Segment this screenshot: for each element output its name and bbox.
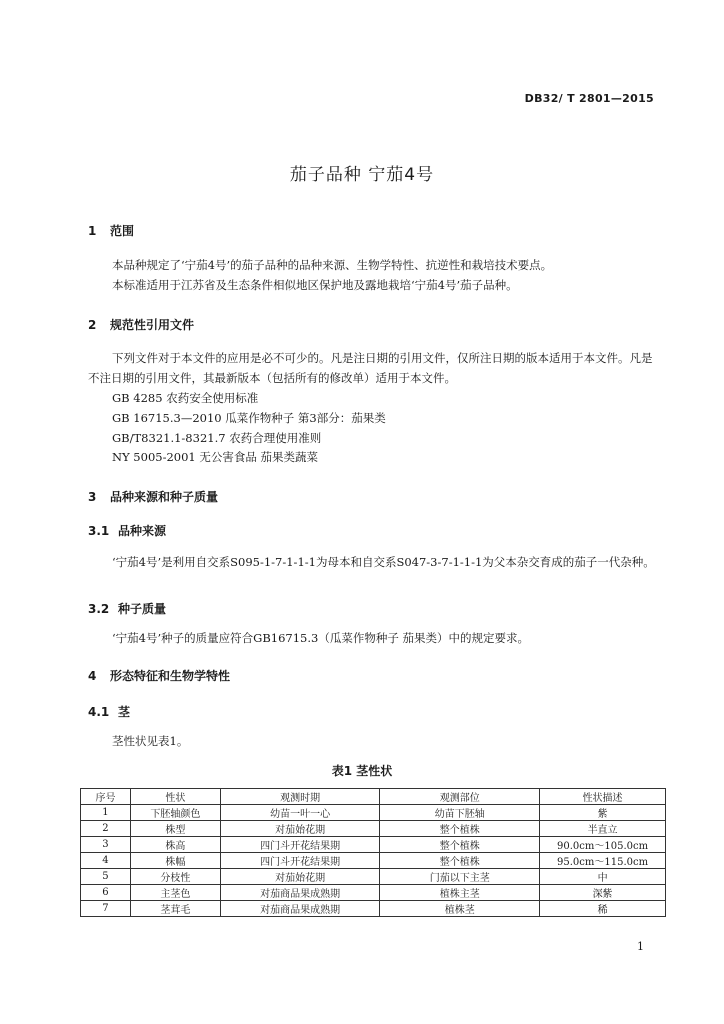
table-cell: 对茄商品果成熟期 — [220, 885, 380, 901]
table-cell: 株幅 — [130, 853, 220, 869]
section-3-2-heading — [88, 600, 166, 617]
section-4-1-paragraph: 茎性状见表1。 — [112, 734, 189, 748]
table-cell: 中 — [540, 869, 666, 885]
table-cell: 稀 — [540, 901, 666, 917]
table-cell: 4 — [81, 853, 131, 869]
table-row — [81, 885, 666, 901]
section-number: 4 — [88, 669, 97, 683]
section-3-heading — [88, 488, 218, 505]
column-header: 性状描述 — [540, 789, 666, 805]
section-4-heading — [88, 667, 230, 684]
table-cell: 株高 — [130, 837, 220, 853]
table-caption: 表1 茎性状 — [331, 764, 393, 778]
table-row — [81, 805, 666, 821]
section-2-heading — [88, 316, 194, 333]
section-1-paragraph-1: 本品种规定了‘宁茄4号’的茄子品种的品种来源、生物学特性、抗逆性和栽培技术要点。 — [112, 258, 553, 272]
stem-traits-table — [80, 788, 666, 917]
section-1-paragraph-2: 本标准适用于江苏省及生态条件相似地区保护地及露地栽培‘宁茄4号’茄子品种。 — [112, 278, 518, 292]
table-cell: 四门斗开花结果期 — [220, 837, 380, 853]
table-cell: 四门斗开花结果期 — [220, 853, 380, 869]
table-cell: 植株主茎 — [380, 885, 540, 901]
section-1-heading — [88, 222, 134, 239]
table-cell: 下胚轴颜色 — [130, 805, 220, 821]
section-title: 范围 — [110, 224, 135, 238]
table-cell: 植株茎 — [380, 901, 540, 917]
table-cell: 2 — [81, 821, 131, 837]
section-3-1-heading — [88, 522, 166, 539]
table-cell: 整个植株 — [380, 853, 540, 869]
standard-number: DB32/ T 2801—2015 — [524, 92, 654, 105]
table-cell: 整个植株 — [380, 837, 540, 853]
table-cell: 6 — [81, 885, 131, 901]
table-row — [81, 853, 666, 869]
table-cell: 对茄始花期 — [220, 821, 380, 837]
section-title: 品种来源 — [118, 524, 167, 538]
table-cell: 半直立 — [540, 821, 666, 837]
section-number: 3.2 — [88, 602, 110, 616]
section-number: 2 — [88, 318, 97, 332]
table-row — [81, 821, 666, 837]
section-number: 3 — [88, 490, 97, 504]
reference-item: GB/T8321.1-8321.7 农药合理使用准则 — [112, 431, 322, 445]
section-4-1-heading — [88, 703, 130, 720]
section-3-1-paragraph: ‘宁茄4号’是利用自交系S095-1-7-1-1-1为母本和自交系S047-3-7-1-1-1为父本杂交育成的茄子一代杂种。 — [112, 555, 655, 569]
table-row — [81, 837, 666, 853]
table-cell: 紫 — [540, 805, 666, 821]
table-cell: 对茄始花期 — [220, 869, 380, 885]
column-header: 性状 — [130, 789, 220, 805]
table-cell: 7 — [81, 901, 131, 917]
section-title: 规范性引用文件 — [110, 318, 195, 332]
section-title: 形态特征和生物学特性 — [110, 669, 231, 683]
column-header: 观测时期 — [220, 789, 380, 805]
table-cell: 整个植株 — [380, 821, 540, 837]
table-row — [81, 901, 666, 917]
table-cell: 3 — [81, 837, 131, 853]
table-row — [81, 869, 666, 885]
section-title: 茎 — [118, 705, 131, 719]
table-cell: 90.0cm～105.0cm — [540, 837, 666, 853]
table-cell: 分枝性 — [130, 869, 220, 885]
section-title: 品种来源和种子质量 — [110, 490, 219, 504]
reference-item: NY 5005-2001 无公害食品 茄果类蔬菜 — [112, 450, 319, 464]
table-cell: 茎茸毛 — [130, 901, 220, 917]
reference-item: GB 16715.3—2010 瓜菜作物种子 第3部分：茄果类 — [112, 411, 386, 425]
table-cell: 主茎色 — [130, 885, 220, 901]
table-cell: 门茄以下主茎 — [380, 869, 540, 885]
reference-item: GB 4285 农药安全使用标准 — [112, 391, 259, 405]
section-number: 1 — [88, 224, 97, 238]
table-cell: 对茄商品果成熟期 — [220, 901, 380, 917]
table-cell: 1 — [81, 805, 131, 821]
page-number: 1 — [637, 940, 644, 953]
section-3-2-paragraph: ‘宁茄4号’种子的质量应符合GB16715.3（瓜菜作物种子 茄果类）中的规定要求。 — [112, 631, 529, 645]
column-header: 观测部位 — [380, 789, 540, 805]
document-title: 茄子品种 宁茄4号 — [289, 165, 435, 185]
section-number: 4.1 — [88, 705, 110, 719]
table-cell: 5 — [81, 869, 131, 885]
section-title: 种子质量 — [118, 602, 167, 616]
section-2-paragraph-1: 下列文件对于本文件的应用是必不可少的。凡是注日期的引用文件，仅所注日期的版本适用于本文件。凡是不注日期的引用文件，其最新版本（包括所有的修改单）适用于本文件。 — [88, 351, 653, 385]
table-cell: 幼苗下胚轴 — [380, 805, 540, 821]
table-cell: 95.0cm～115.0cm — [540, 853, 666, 869]
table-cell: 幼苗一叶一心 — [220, 805, 380, 821]
table-header-row — [81, 789, 666, 805]
table-cell: 深紫 — [540, 885, 666, 901]
section-number: 3.1 — [88, 524, 110, 538]
table-cell: 株型 — [130, 821, 220, 837]
column-header: 序号 — [81, 789, 131, 805]
